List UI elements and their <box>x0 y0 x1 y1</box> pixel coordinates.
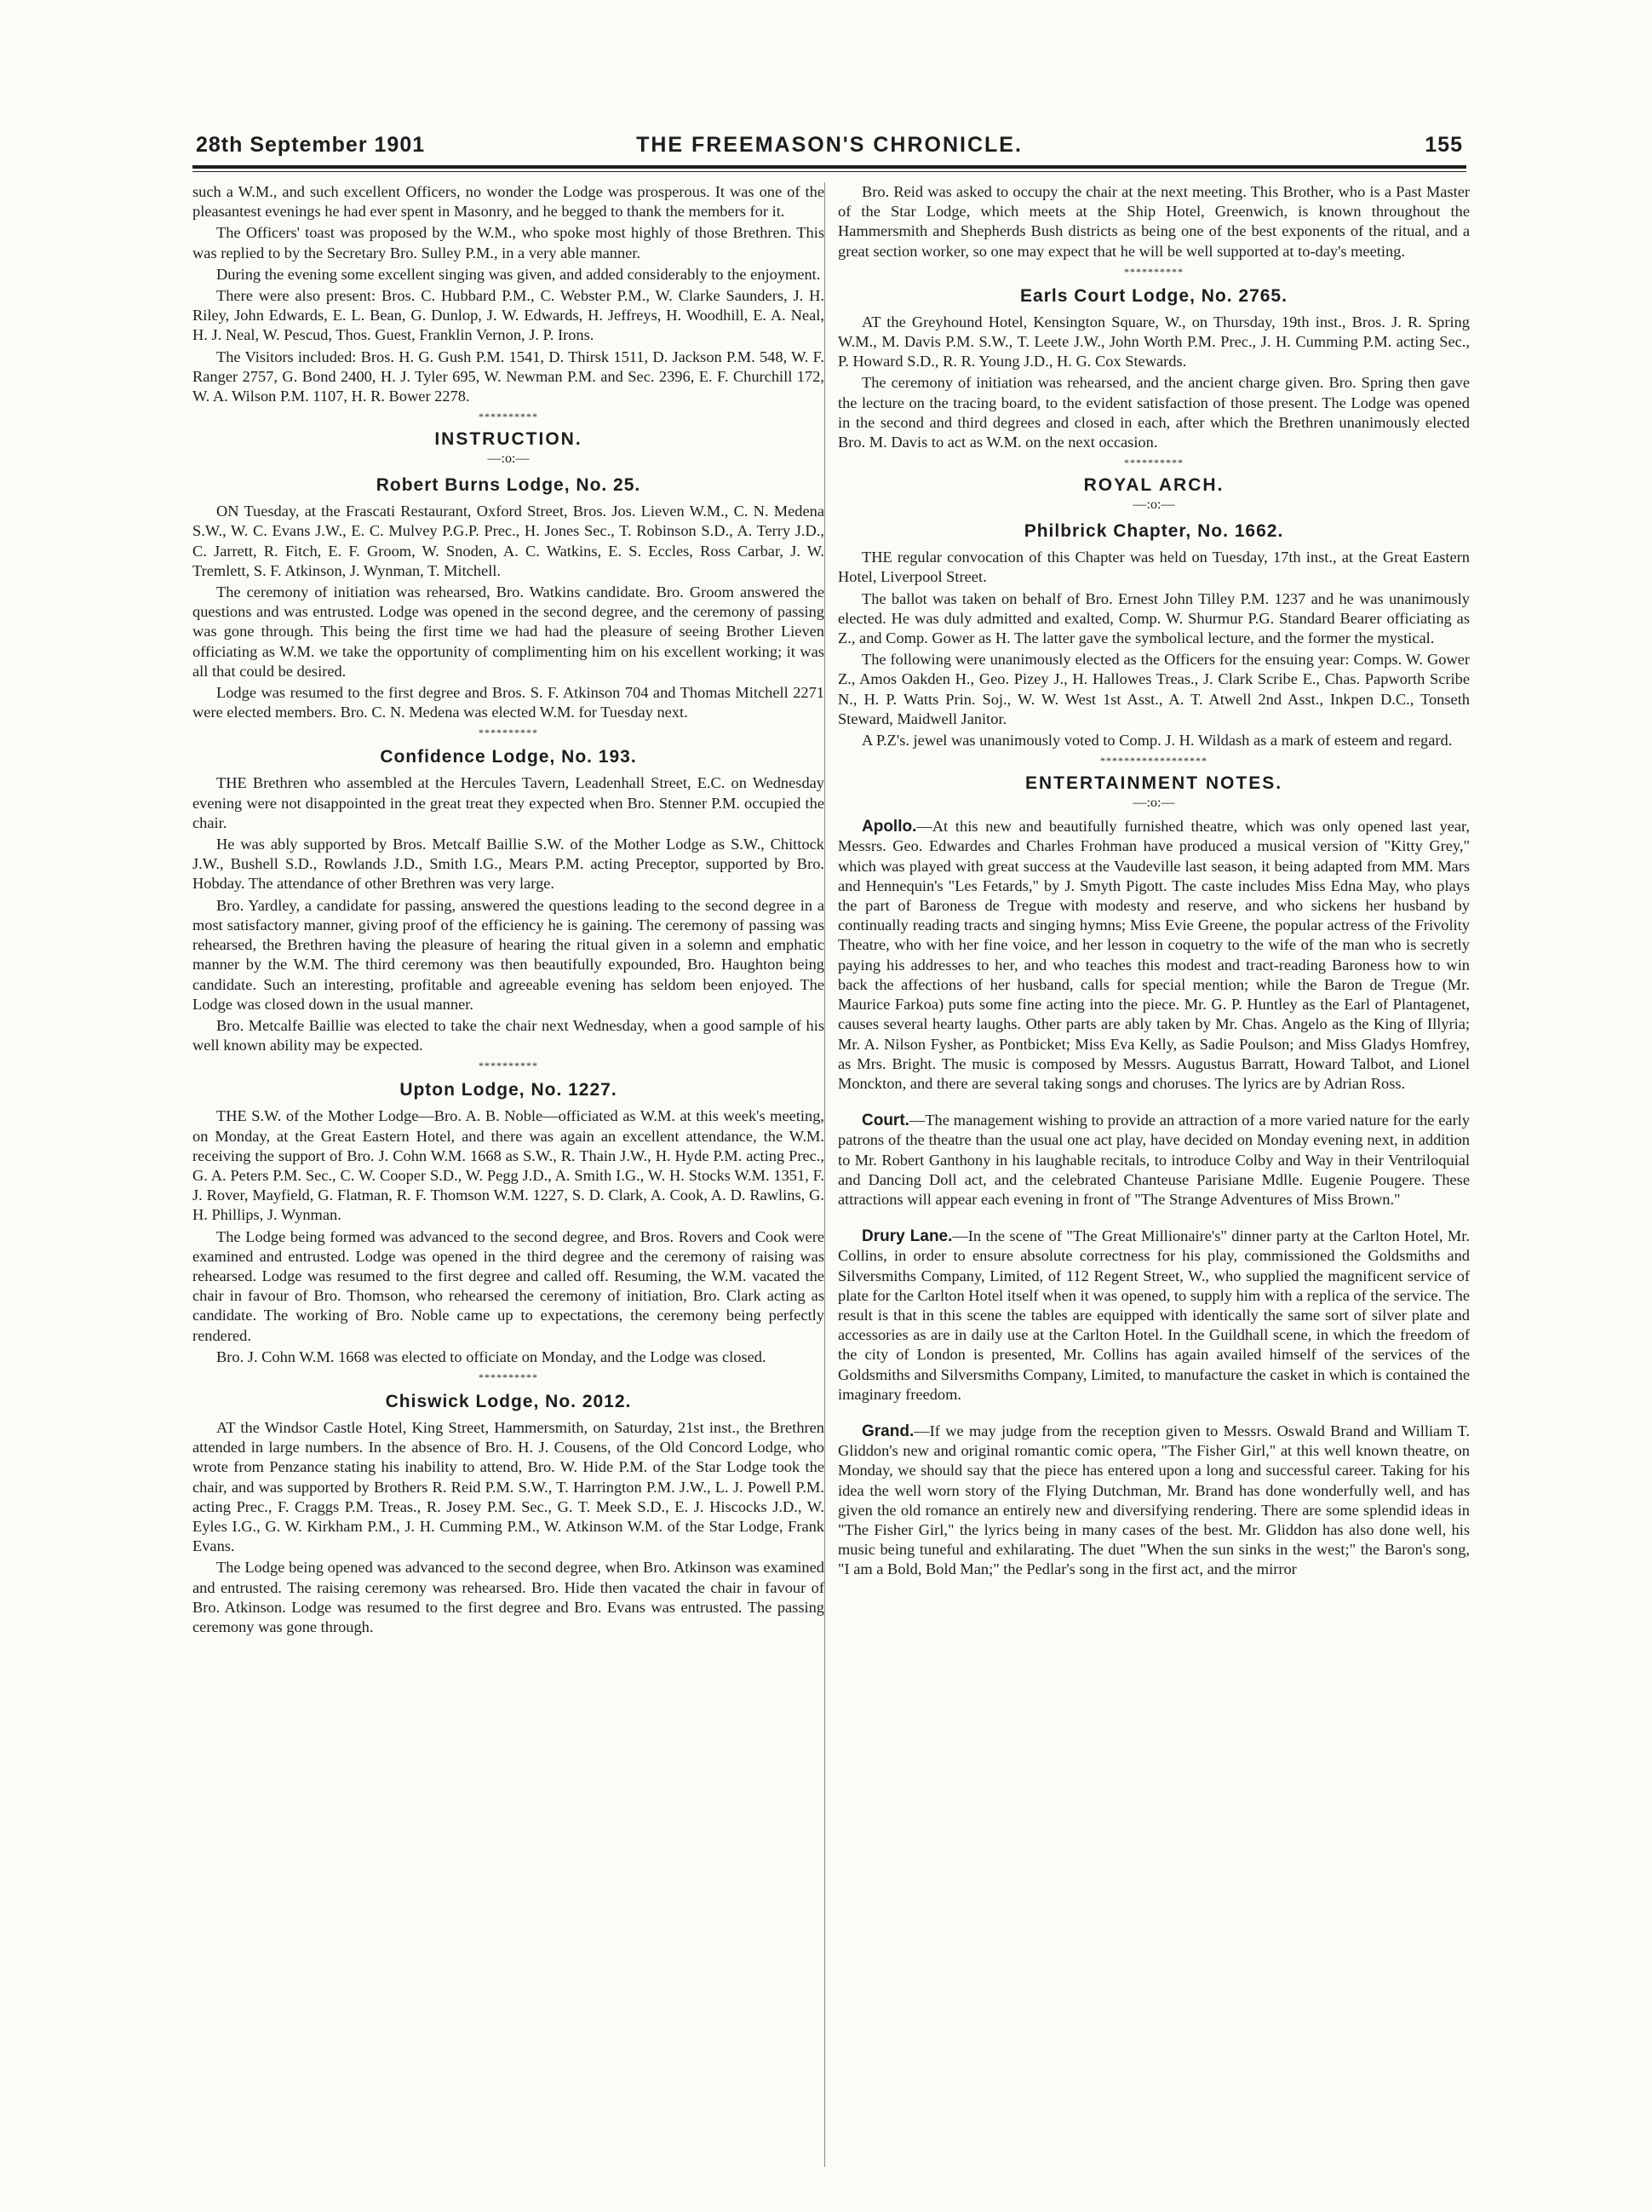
paragraph: AT the Windsor Castle Hotel, King Street, Hammersmith, on Saturday, 21st inst., the Brethren attended in large numbers. In the absence of Bro. H. J. Cousens, of the Old Concord Lodge, who wrote from Penzance stating his inability to attend, Bro. W. Hide P.M. of the Star Lodge took the chair, and was supported by Brothers R. Reid P.M. S.W., T. Harrington P.M. J.W., L. J. Powell P.M. acting Prec., F. Craggs P.M. Treas., R. Josey P.M. Sec., G. T. Meek S.D., E. J. Hiscocks J.D., W. Eyles I.G., G. W. Kirkham P.M., J. H. Cumming P.M., W. Atkinson W.M. of the Star Lodge, Frank Evans. <box>192 1418 824 1555</box>
item-lead: Drury Lane. <box>862 1227 953 1246</box>
page-header <box>196 133 1463 164</box>
paragraph: Bro. Metcalfe Baillie was elected to take the chair next Wednesday, when a good sample of his well known ability may be expected. <box>192 1016 824 1054</box>
section-separator: ********** <box>479 1370 538 1383</box>
item-text: —If we may judge from the reception given to Messrs. Oswald Brand and William T. Gliddon's new and original romantic comic opera, "The Fisher Girl," at this well known theatre, on Monday, we should say that the piece has entered upon a long and successful career. Taking for his idea the well worn story of the Flying Dutchman, Mr. Brand has done wonderfully well, and has given the old romance an entirely new and diversifying rendering. There are some splendid ideas in "The Fisher Girl," the lyrics being in many cases of the best. Mr. Gliddon has also done well, his music being tuneful and exhilarating. The duet "When the sun sinks in the west;" the Baron's song, "I am a Bold, Bold Man;" the Pedlar's song in the first act, and the mirror <box>838 1422 1470 1578</box>
paragraph: THE S.W. of the Mother Lodge—Bro. A. B. Noble—officiated as W.M. at this week's meeting, on Monday, at the Great Eastern Hotel, and there was again an excellent attendance, the W.M. receiving the support of Bro. J. Cohn W.M. 1668 as S.W., R. Thain J.W., H. Hyde P.M. acting Prec., G. A. Peters P.M. Sec., C. W. Cooper S.D., W. Pegg J.D., A. Smith I.G., W. H. Stocks W.M. 1351, F. J. Rover, Mayfield, G. Flatman, R. F. Thomson W.M. 1227, S. D. Clark, A. Cook, A. D. Rawlins, G. H. Phillips, J. Wynman. <box>192 1107 824 1224</box>
paragraph: The ballot was taken on behalf of Bro. Ernest John Tilley P.M. 1237 and he was unanimously elected. He was duly admitted and exalted, Comp. W. Shurmur P.G. Standard Bearer officiating as Z., and Comp. Gower as H. The latter gave the symbolical lecture, and the former the mystical. <box>838 589 1470 647</box>
section-separator: ********** <box>479 411 538 423</box>
paragraph: During the evening some excellent singing was given, and added considerably to the enjoyment. <box>216 265 821 283</box>
paragraph: THE regular convocation of this Chapter was held on Tuesday, 17th inst., at the Great Eastern Hotel, Liverpool Street. <box>838 549 1470 586</box>
header-rule-thin <box>192 171 1466 172</box>
article-heading-upton: Upton Lodge, No. 1227. <box>399 1080 617 1100</box>
spacer <box>838 1211 1470 1227</box>
left-column <box>192 182 824 2175</box>
ornament: —:o:— <box>1133 796 1175 811</box>
section-heading-instruction: INSTRUCTION. <box>434 429 582 450</box>
spacer <box>838 1406 1470 1422</box>
item-lead: Court. <box>862 1112 909 1130</box>
paragraph: Bro. Reid was asked to occupy the chair at the next meeting. This Brother, who is a Past Master of the Star Lodge, which meets at the Ship Hotel, Greenwich, is known throughout the Hammersmith and Shepherds Bush districts as being one of the best exponents of the ritual, and a great section worker, so one may expect that he will be well supported at to-day's meeting. <box>838 183 1470 260</box>
item-text: —The management wishing to provide an attraction of a more varied nature for the early patrons of the theatre than the usual one act play, have decided on Monday evening next, in addition to Mr. Robert Ganthony in his laughable recitals, to introduce Colby and Way in their Ventriloquial and Dancing Doll act, and the celebrated Chanteuse Parisiane Mdlle. Eugenie Pougere. These attractions will appear each evening in front of "The Strange Adventures of Miss Brown." <box>838 1112 1470 1208</box>
header-rule-thick <box>192 165 1466 169</box>
section-separator: ********** <box>479 727 538 739</box>
article-heading-robert-burns: Robert Burns Lodge, No. 25. <box>376 475 641 496</box>
item-lead: Apollo. <box>862 818 917 836</box>
article-heading-philbrick: Philbrick Chapter, No. 1662. <box>1024 521 1284 542</box>
section-heading-entertainment: ENTERTAINMENT NOTES. <box>1024 773 1283 794</box>
ornament: —:o:— <box>487 451 530 467</box>
paragraph: The following were unanimously elected as the Officers for the ensuing year: Comps. W. Gower Z., Amos Oakden H., Geo. Pizey J., H. Hallowes Treas., J. Clark Scribe E., Chas. Papworth Scribe N., H. P. Watts Prin. Soj., W. W. West 1st Asst., A. T. Atwell 2nd Asst., Inkpen D.C., Tonseth Steward, Maidwell Janitor. <box>838 651 1470 727</box>
paragraph: The ceremony of initiation was rehearsed, and the ancient charge given. Bro. Spring then gave the lecture on the tracing board, to the evident satisfaction of those present. The Lodge was opened in the second and third degrees and closed in each, after which the Brethren unanimously elected Bro. M. Davis to act as W.M. on the next occasion. <box>838 374 1470 451</box>
paragraph: AT the Greyhound Hotel, Kensington Square, W., on Thursday, 19th inst., Bros. J. R. Spring W.M., M. Davis P.M. S.W., T. Leete J.W., John Worth P.M. Prec., J. H. Cumming P.M. acting Sec., P. Howard S.D., R. R. Young J.D., H. G. Cox Stewards. <box>838 313 1470 371</box>
paragraph: ON Tuesday, at the Frascati Restaurant, Oxford Street, Bros. Jos. Lieven W.M., C. N. Medena S.W., W. C. Evans J.W., E. C. Mulvey P.G.P. Prec., H. Jones Sec., T. Robinson S.D., A. Terry J.D., C. Jarrett, R. Fitch, E. F. Groom, W. Snoden, A. C. Watkins, E. S. Eccles, Ross Carbar, J. W. Tremlett, S. F. Atkinson, J. Wynman, T. Mitchell. <box>192 503 824 579</box>
paragraph: The Officers' toast was proposed by the W.M., who spoke most highly of those Brethren. This was replied to by the Secretary Bro. Sulley P.M., in a very able manner. <box>192 224 824 261</box>
entertainment-item-court <box>838 1111 1470 1209</box>
paragraph: Bro. Yardley, a candidate for passing, answered the questions leading to the second degree in a most satisfactory manner, giving proof of the efficiency he is gaining. The ceremony of passing was rehearsed, the Brethren having the pleasure of hearing the ritual given in a solemn and emphatic manner by the W.M. The third ceremony was then beautifully expounded, Bro. Haughton being candidate. Such an interesting, profitable and agreeable evening has seldom been enjoyed. The Lodge was closed down in the usual manner. <box>192 896 824 1013</box>
section-separator: ********** <box>479 1060 538 1072</box>
article-heading-earls-court: Earls Court Lodge, No. 2765. <box>1020 285 1288 306</box>
item-text: —At this new and beautifully furnished theatre, which was only opened last year, Messrs. Geo. Edwardes and Charles Frohman have produced a musical version of "Kitty Grey," which was played with great success at the Vaudeville last season, it being adapted from MM. Mars and Hennequin's "Les Fetards," by J. Smyth Pigott. The caste includes Miss Edna May, who plays the part of Baroness de Tregue with modesty and reserve, and who sickens her husband by continually reading tracts and singing hymns; Miss Evie Greene, the popular actress of the Frivolity Theatre, who with her fine voice, and her lesson in coquetry to the wife of the man who is secretly paying his addresses to her, and who teaches this modest and tract-reading Baroness how to win back the affections of her husband, calls for special mention; while the Baron de Tregue (Mr. Maurice Farkoa) puts some fine acting into the piece. Mr. G. P. Huntley as the Earl of Plantagenet, causes several hearty laughs. Other parts are ably taken by Mr. Chas. Angelo as the King of Illyria; Mr. A. Nilson Fysher, as Pontbicket; Miss Eva Kelly, as Sadie Poulson; and Miss Gladys Homfrey, as Mrs. Bright. The music is composed by Messrs. Augustus Barratt, Howard Talbot, and Lionel Monckton, and there are several taking songs and choruses. The lyrics are by Adrian Ross. <box>838 818 1470 1092</box>
article-heading-confidence: Confidence Lodge, No. 193. <box>380 747 637 767</box>
ornament: —:o:— <box>1133 497 1175 513</box>
paragraph: THE Brethren who assembled at the Hercules Tavern, Leadenhall Street, E.C. on Wednesday evening were not disappointed in the great treat they expected when Bro. Stenner P.M. occupied the chair. <box>192 774 824 831</box>
header-date: 28th September 1901 <box>196 133 426 157</box>
paragraph: A P.Z's. jewel was unanimously voted to Comp. J. H. Wildash as a mark of esteem and regard. <box>862 732 1453 750</box>
entertainment-item-grand <box>838 1422 1470 1580</box>
paragraph: such a W.M., and such excellent Officers, no wonder the Lodge was prosperous. It was one of the pleasantest evenings he had ever spent in Masonry, and he begged to thank the members for it. <box>192 183 824 221</box>
item-lead: Grand. <box>862 1422 915 1440</box>
section-separator: ****************** <box>1100 755 1207 767</box>
header-title: THE FREEMASON'S CHRONICLE. <box>636 133 1023 157</box>
paragraph: The Lodge being formed was advanced to the second degree, and Bros. Rovers and Cook were examined and entrusted. Lodge was opened in the third degree and the ceremony of raising was rehearsed. Lodge was resumed to the first degree and called off. Resuming, the W.M. vacated the chair in favour of Bro. Thomson, who rehearsed the ceremony of initiation, Bro. Clark acting as candidate. The working of Bro. Noble came up to expectations, the ceremony being perfectly rendered. <box>192 1227 824 1344</box>
paragraph: Bro. J. Cohn W.M. 1668 was elected to officiate on Monday, and the Lodge was closed. <box>216 1347 766 1365</box>
paragraph: The Visitors included: Bros. H. G. Gush P.M. 1541, D. Thirsk 1511, D. Jackson P.M. 548, W. F. Ranger 2757, G. Bond 2400, H. J. Tyler 695, W. Newman P.M. and Sec. 2396, E. F. Churchill 172, W. A. Wilson P.M. 1107, H. R. Bower 2278. <box>192 348 824 405</box>
entertainment-item-drury-lane <box>838 1227 1470 1405</box>
paragraph: There were also present: Bros. C. Hubbard P.M., C. Webster P.M., W. Clarke Saunders, J. H. Riley, John Edwards, E. L. Bean, G. Dunlop, J. W. Edwards, H. Jeffreys, H. Woodhill, E. A. Neal, H. J. Neal, W. Pescud, Thos. Guest, Franklin Vernon, J. P. Irons. <box>192 287 824 344</box>
item-text: —In the scene of "The Great Millionaire's" dinner party at the Carlton Hotel, Mr. Collins, in order to ensure absolute correctness for his play, commissioned the Goldsmiths and Silversmiths Company, Limited, of 112 Regent Street, W., who supplied the magnificent service of plate for the Carlton Hotel itself when it was opened, to supply him with a replica of the service. The result is that in this scene the tables are equipped with identically the same sort of silver plate and accessories as are in daily use at the Carlton Hotel. In the Guildhall scene, in which the freedom of the city of London is presented, Mr. Collins has again availed himself of the services of the Goldsmiths and Silversmiths Company, Limited, to manufacture the casket in which is contained the imaginary freedom. <box>838 1227 1470 1403</box>
paragraph: The Lodge being opened was advanced to the second degree, when Bro. Atkinson was examined and entrusted. The raising ceremony was rehearsed. Bro. Hide then vacated the chair in favour of Bro. Atkinson. Lodge was resumed to the first degree and Bro. Evans was entrusted. The passing ceremony was gone through. <box>192 1559 824 1635</box>
column-divider <box>824 182 825 2167</box>
spacer <box>838 1095 1470 1111</box>
paragraph: Lodge was resumed to the first degree and Bros. S. F. Atkinson 704 and Thomas Mitchell 2271 were elected members. Bro. C. N. Medena was elected W.M. for Tuesday next. <box>192 684 824 721</box>
section-separator: ********** <box>1124 265 1184 278</box>
paragraph: He was ably supported by Bros. Metcalf Baillie S.W. of the Mother Lodge as S.W., Chittock J.W., Bushell S.D., Rowlands J.D., Smith I.G., Mears P.M. acting Preceptor, supported by Bro. Hobday. The attendance of other Brethren was very large. <box>192 836 824 893</box>
section-separator: ********** <box>1124 457 1184 469</box>
right-column <box>838 182 1470 2175</box>
entertainment-item-apollo <box>838 817 1470 1094</box>
paragraph: The ceremony of initiation was rehearsed, Bro. Watkins candidate. Bro. Groom answered the questions and was entrusted. Lodge was opened in the second degree, and the ceremony of passing was gone through. This being the first time we had had the pleasure of seeing Brother Lieven officiating as W.M. we take the opportunity of complimenting him on his excellent working; it was all that could be desired. <box>192 583 824 680</box>
section-heading-royal-arch: ROYAL ARCH. <box>1083 475 1225 496</box>
page-number: 155 <box>1425 133 1463 157</box>
article-heading-chiswick: Chiswick Lodge, No. 2012. <box>385 1391 632 1411</box>
